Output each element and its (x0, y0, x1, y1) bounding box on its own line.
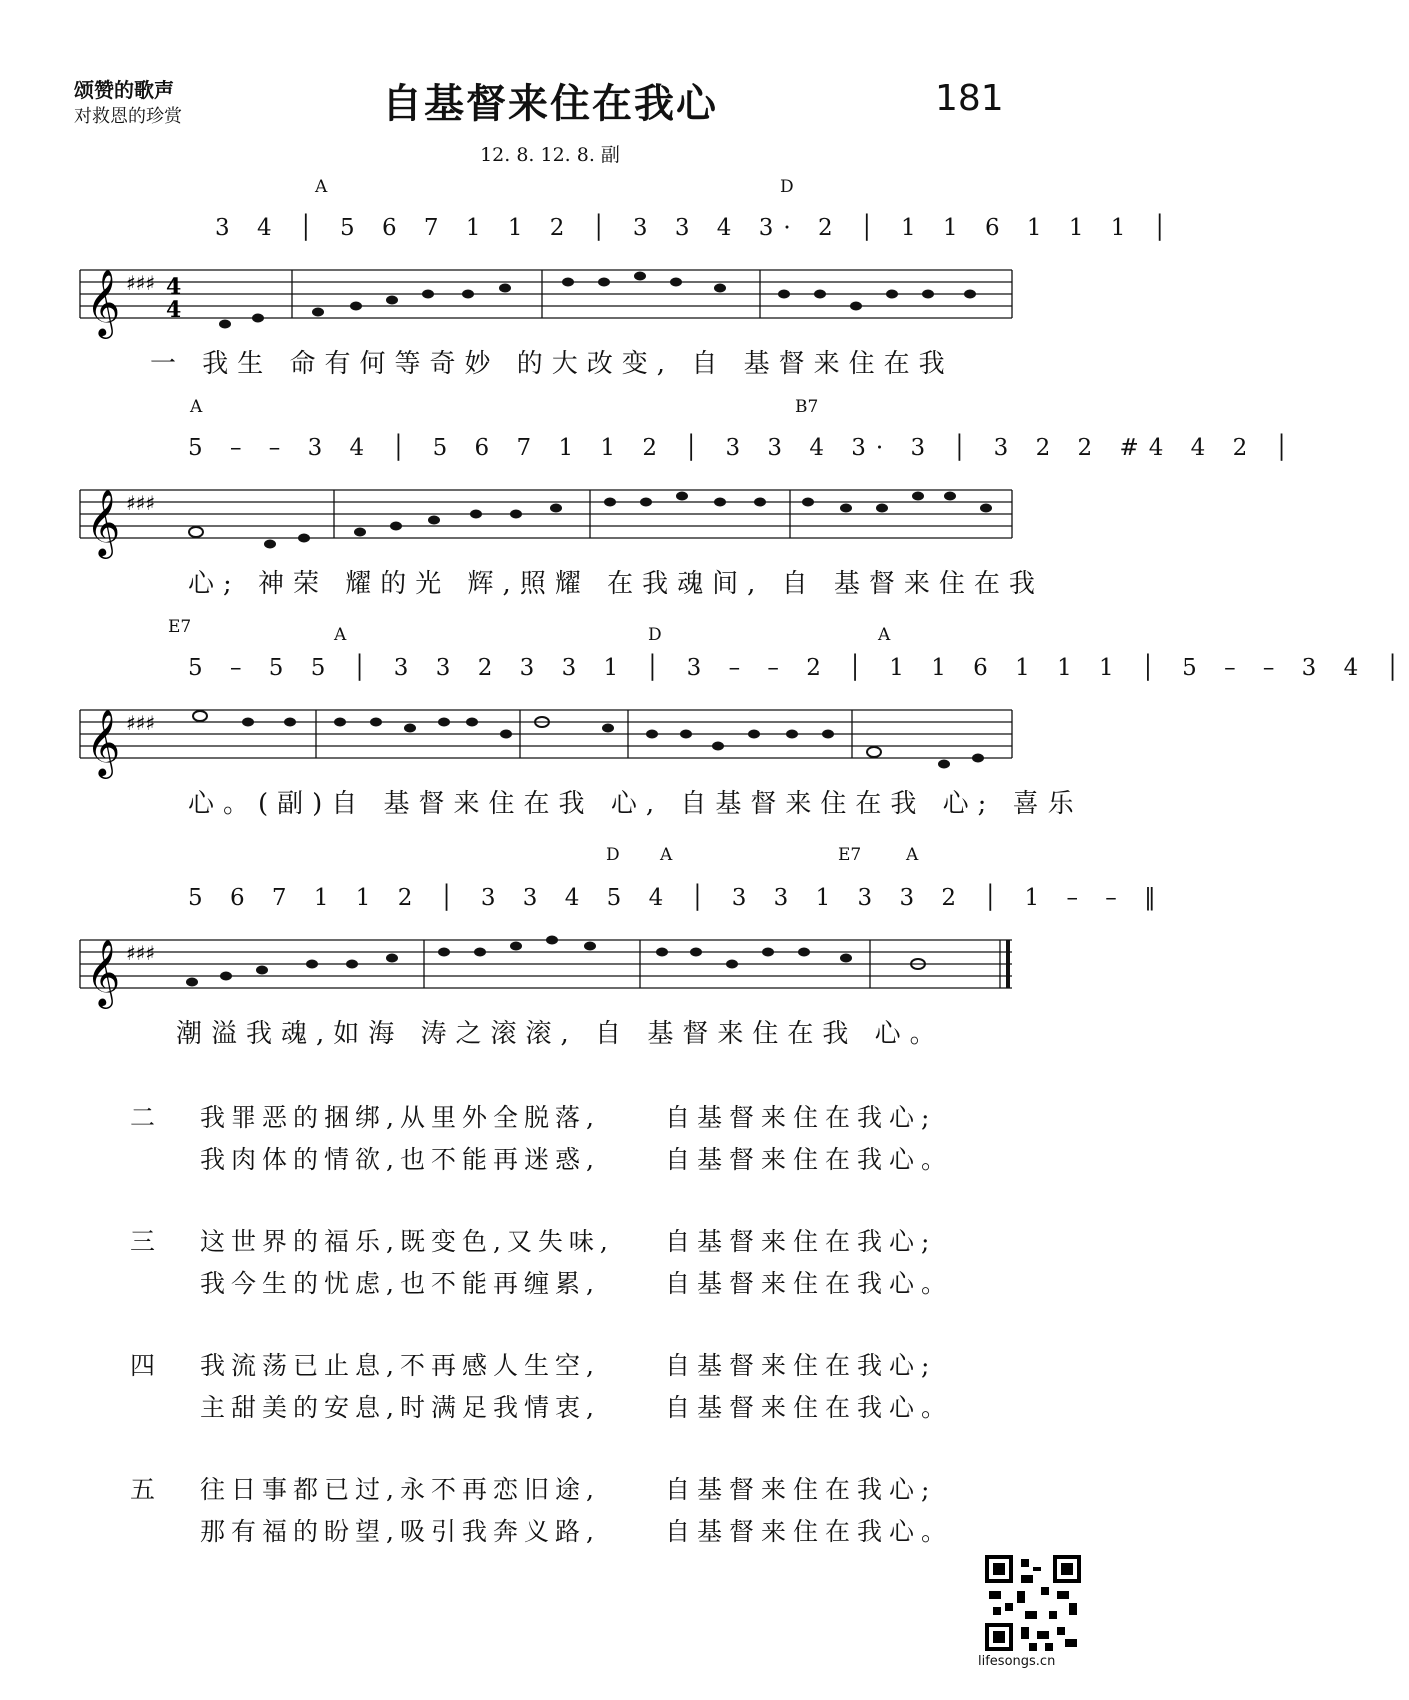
verse-line: 往日事都已过,永不再恋旧途, (200, 1475, 600, 1504)
book-subtitle: 对救恩的珍赏 (74, 106, 182, 127)
music-system-4 (0, 835, 1166, 1049)
qr-code-icon[interactable] (985, 1555, 1081, 1651)
jianpu-line: 5 – 5 5 │ 3 3 2 3 3 1 │ 3 – – 2 │ 1 1 6 1 1 1 │ 5 – – 3 4 │ (188, 655, 1409, 681)
verse-5 (130, 1470, 1010, 1550)
svg-text:4: 4 (166, 297, 182, 323)
chord-label: A (190, 397, 203, 417)
verse-refrain: 自基督来住在我心。 (665, 1145, 954, 1174)
chord-label: E7 (838, 845, 862, 865)
verse-line: 这世界的福乐,既变色,又失味, (200, 1227, 614, 1256)
jianpu-line: 5 – – 3 4 │ 5 6 7 1 1 2 │ 3 3 4 3· 3 │ 3 2 2 #4 4 2 │ (188, 435, 1299, 461)
treble-clef-icon: 𝄞 (86, 708, 121, 776)
verse-4 (130, 1346, 1010, 1426)
svg-text:♯♯♯: ♯♯♯ (126, 711, 156, 735)
verse-refrain: 自基督来住在我心; (665, 1475, 937, 1504)
verse-line: 我肉体的情欲,也不能再迷惑, (200, 1145, 600, 1174)
staff (0, 480, 1100, 560)
treble-clef-icon: 𝄞 (86, 488, 121, 556)
verse-refrain: 自基督来住在我心; (665, 1351, 937, 1380)
meter: 12. 8. 12. 8. 副 (480, 144, 620, 166)
lyrics-line: 心。(副)自 基督来住在我 心, 自基督来住在我 心; 喜乐 (188, 789, 1083, 819)
chord-label: A (660, 845, 673, 865)
chord-label: A (315, 177, 328, 197)
verse-line: 我今生的忧虑,也不能再缠累, (200, 1269, 600, 1298)
hymn-title: 自基督来住在我心 (382, 81, 718, 127)
verse-refrain: 自基督来住在我心; (665, 1103, 937, 1132)
chord-label: A (334, 625, 347, 645)
verse-line: 主甜美的安息,时满足我情衷, (200, 1393, 600, 1422)
verse-refrain: 自基督来住在我心。 (665, 1393, 954, 1422)
chord-label: A (906, 845, 919, 865)
svg-text:4: 4 (166, 274, 182, 300)
staff (0, 260, 1100, 340)
verse-line: 我罪恶的捆绑,从里外全脱落, (200, 1103, 600, 1132)
hymn-number: 181 (935, 78, 1004, 119)
verse-refrain: 自基督来住在我心。 (665, 1517, 954, 1546)
jianpu-line: 3 4 │ 5 6 7 1 1 2 │ 3 3 4 3· 2 │ 1 1 6 1 1 1 │ (215, 215, 1177, 241)
chord-label: D (648, 625, 662, 645)
verse-refrain: 自基督来住在我心; (665, 1227, 937, 1256)
verse-3 (130, 1222, 1010, 1302)
treble-clef-icon: 𝄞 (86, 268, 121, 336)
svg-text:♯♯♯: ♯♯♯ (126, 271, 156, 295)
verse-2 (130, 1098, 1010, 1178)
chord-label: E7 (168, 617, 192, 637)
svg-text:♯♯♯: ♯♯♯ (126, 941, 156, 965)
music-system-1 (0, 175, 1177, 385)
verse-number: 五 (130, 1475, 156, 1504)
treble-clef-icon: 𝄞 (86, 938, 121, 1006)
staff (0, 700, 1100, 780)
chord-label: A (878, 625, 891, 645)
verse-line: 我流荡已止息,不再感人生空, (200, 1351, 600, 1380)
website-label: lifesongs.cn (978, 1654, 1056, 1669)
book-title: 颂赞的歌声 (74, 78, 174, 102)
chord-label: D (780, 177, 794, 197)
chord-label: B7 (795, 397, 819, 417)
verse-number: 二 (130, 1103, 156, 1132)
verse-line: 那有福的盼望,吸引我奔义路, (200, 1517, 600, 1546)
verse-number: 三 (130, 1227, 156, 1256)
staff (0, 930, 1100, 1010)
verse-refrain: 自基督来住在我心。 (665, 1269, 954, 1298)
music-system-2 (0, 395, 1299, 605)
svg-text:♯♯♯: ♯♯♯ (126, 491, 156, 515)
lyrics-line: 一 我生 命有何等奇妙 的大改变, 自 基督来住在我 (150, 349, 954, 379)
jianpu-line: 5 6 7 1 1 2 │ 3 3 4 5 4 │ 3 3 1 3 3 2 │ 1 – – ‖ (188, 885, 1166, 911)
chord-label: D (606, 845, 620, 865)
verse-number: 四 (130, 1351, 156, 1380)
music-system-3 (0, 615, 1409, 825)
lyrics-line: 潮溢我魂,如海 涛之滚滚, 自 基督来住在我 心。 (176, 1019, 945, 1049)
lyrics-line: 心; 神荣 耀的光 辉,照耀 在我魂间, 自 基督来住在我 (188, 569, 1044, 599)
